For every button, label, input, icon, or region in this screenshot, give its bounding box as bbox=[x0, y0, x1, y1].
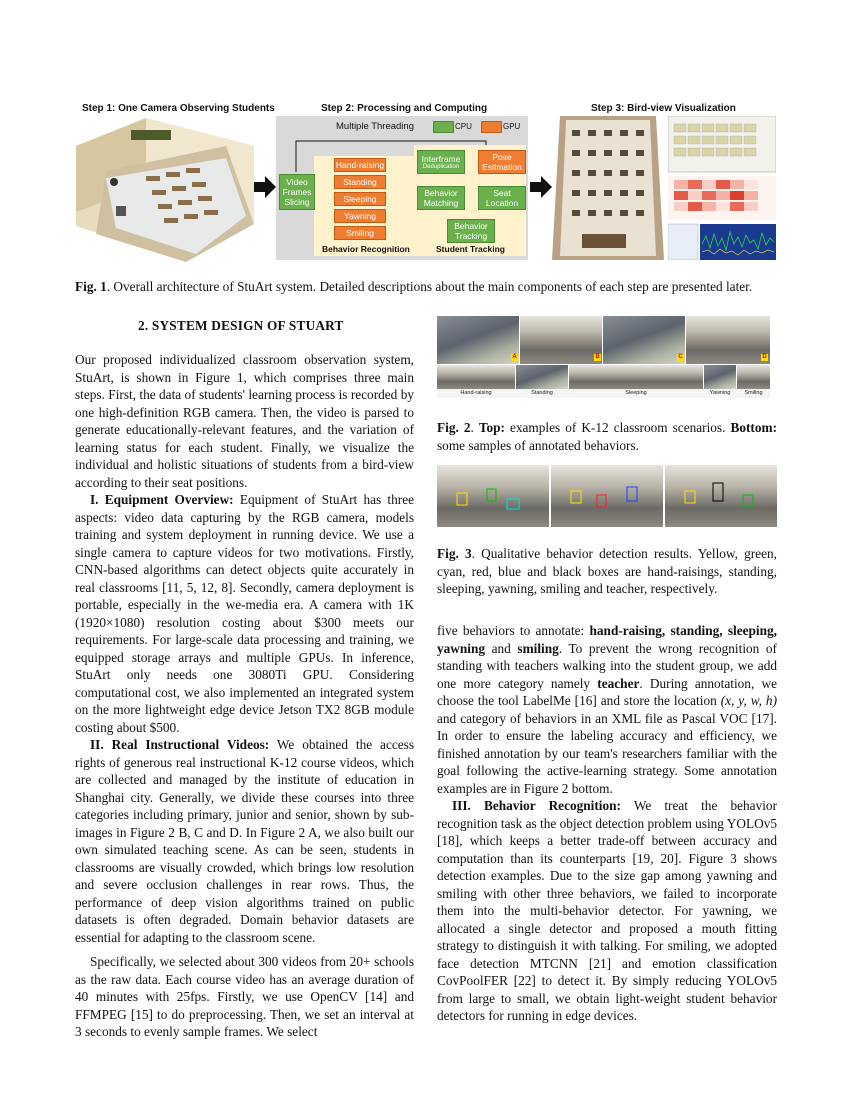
fig2-caption-text2: some samples of annotated behaviors. bbox=[437, 437, 639, 453]
videos-text: We obtained the access rights of generous real instructional K-12 course videos, which are collected and managed by the institute of education in Shanghai city. Generally, we divide these courses into three categories including primary, junior and senior, shown by sub-images in Figure 2 B, C and D. In Figure 2 A, we also built our own simulated teaching scene. As can be seen, students in classrooms are visually crowded, which brings low resolution and severe occlusion challenges in rear rows. Thus, the performance of deep vision algorithms trained on public datasets is often degraded. Domain behavior datasets are essential for adapting to the classroom scene. bbox=[75, 737, 414, 945]
classroom-photo-c bbox=[603, 316, 685, 364]
bird-view-classroom bbox=[552, 116, 664, 260]
equipment-text: Equipment of StuArt has three aspects: video data capturing by the RGB camera, models training and system deployment in running device. We use a single camera to capture videos for two motivations. Firstly, CNN-based algorithms can detect objects quite accurately in real classrooms [11, 5, 12, 8]. Secondly, camera deployment is portable, especially in the we-media era. A camera with 1K (1920×1080) resolution costing about $300 meets our requirements. For large-scale data processing and training, we equipped storage arrays and multiple GPUs. In inference, StuArt only needs one 3080Ti GPU. Considering computational cost, we also implemented an integrated system on the more lightweight edge device Jetson TX2 8GB module costing about $500. bbox=[75, 492, 414, 735]
behavior-box-yawning: Yawning bbox=[334, 209, 386, 223]
detection-boxes bbox=[437, 465, 777, 527]
videos-heading: II. Real Instructional Videos: bbox=[90, 737, 270, 752]
classroom-photo-d bbox=[686, 316, 770, 364]
behavior-box-standing: Standing bbox=[334, 175, 386, 189]
paragraph-behavior-recognition bbox=[437, 797, 777, 1025]
fig2-tag-d: D bbox=[762, 354, 767, 360]
fig2-caption-top: Top: bbox=[478, 420, 505, 435]
cpu-legend-label: CPU bbox=[455, 122, 472, 131]
behavior-matching-box: Behavior Matching bbox=[417, 186, 465, 210]
fig2-tag-b: B bbox=[595, 354, 600, 360]
label-standing: Standing bbox=[531, 390, 553, 396]
paragraph-annotation bbox=[437, 622, 777, 797]
fig2-caption-text1: examples of K-12 classroom scenarios. bbox=[504, 420, 731, 435]
annotation-sample-yawning bbox=[704, 365, 736, 389]
fig2-tag-a: A bbox=[512, 354, 517, 360]
annotation-sample-hand-raising bbox=[437, 365, 515, 389]
step3-title: Step 3: Bird-view Visualization bbox=[591, 103, 736, 114]
annotation-text-c: and bbox=[485, 640, 518, 656]
right-column bbox=[437, 622, 777, 1025]
fig3-caption-text: . Qualitative behavior detection results. Yellow, green, cyan, red, blue and black boxes are hand-raisings, standing, sleeping, yawning, smiling and teacher, respectively. bbox=[437, 546, 777, 596]
annotation-smiling-bold: smiling bbox=[517, 640, 559, 656]
annotation-math: (x, y, w, h) bbox=[720, 693, 777, 708]
fig2-caption: Fig. 2. Top: examples of K-12 classroom scenarios. Bottom: some samples of annotated behaviors. bbox=[437, 420, 777, 453]
annotation-sample-smiling bbox=[737, 365, 770, 389]
dashboard-visualization bbox=[668, 116, 776, 260]
behavior-recognition-label: Behavior Recognition bbox=[322, 244, 410, 254]
video-frames-box: Video Frames Slicing bbox=[279, 174, 315, 210]
label-smiling: Smiling bbox=[744, 390, 763, 396]
fig2-caption-bottom: Bottom: bbox=[730, 420, 777, 435]
label-sleeping: Sleeping bbox=[625, 390, 647, 396]
behavior-recognition-text: We treat the behavior recognition task as the object detection problem using YOLOv5 [18], which keeps a better trade-off between accuracy and computation than its counterparts [19, 20]. Figure 3 shows detection examples. Due to the size gap among yawning and smiling with other three behaviors, we failed to incorporate them into the multi-behavior detector. For yawning, we allocated a single detector and proposed a mouth fitting strategy to distinguish it with talking. For smiling, we adopted face detection MTCNN [21] and emotion classification CovPoolFER [22] to detect it. By simply reducing YOLOv5 from large to small, we obtain light-weight student behavior detectors for running in edge devices. bbox=[437, 798, 778, 1023]
paragraph-videos bbox=[75, 736, 414, 946]
interframe-box bbox=[417, 150, 465, 174]
behavior-box-smiling: Smiling bbox=[334, 226, 386, 240]
gpu-legend-label: GPU bbox=[503, 122, 521, 131]
multiple-threading-label: Multiple Threading bbox=[336, 121, 414, 132]
annotation-text-i: and category of behaviors in an XML file as Pascal VOC [17]. In order to ensure the labeling accuracy and efficiency, we finished annotation by our team's researchers familiar with the goal following the active-learning strategy. Some annotation examples are in Figure 2 bottom. bbox=[437, 710, 777, 796]
annotation-text-e: . To prevent the wrong recognition of standing with teachers walking into the student group, we add one more category namely bbox=[437, 640, 777, 691]
behavior-recognition-heading: III. Behavior Recognition: bbox=[452, 798, 621, 813]
classroom-illustration bbox=[76, 116, 254, 262]
interframe-label: Interframe bbox=[421, 153, 461, 164]
paragraph-specifically: Specifically, we selected about 300 videos from 20+ schools as the raw data. Each course video has an average duration of 40 minutes with 25fps. Firstly, we use OpenCV [14] and FFMPEG [15] to do preprocessing. Then, we set an interval at 3 seconds to evenly sample frames. We select bbox=[75, 954, 414, 1039]
paragraph-equipment bbox=[75, 491, 414, 736]
behavior-tracking-box: Behavior Tracking bbox=[447, 219, 495, 243]
camera-icon bbox=[110, 178, 118, 186]
fig2-tag-c: C bbox=[678, 354, 683, 360]
label-hand-raising: Hand-raising bbox=[460, 390, 492, 396]
annotation-behaviors-bold: hand-raising, standing, sleeping, yawning bbox=[437, 623, 777, 656]
fig2-caption-label: Fig. 2 bbox=[437, 420, 471, 435]
label-yawning: Yawning bbox=[709, 390, 731, 396]
fig3-caption bbox=[437, 545, 777, 598]
classroom-photo-b bbox=[520, 316, 602, 364]
annotation-sample-standing bbox=[516, 365, 568, 389]
fig1-caption bbox=[75, 278, 785, 296]
behavior-box-hand-raising: Hand-raising bbox=[335, 160, 385, 170]
step2-title: Step 2: Processing and Computing bbox=[321, 103, 488, 114]
equipment-heading: I. Equipment Overview: bbox=[90, 492, 234, 507]
student-tracking-label: Student Tracking bbox=[436, 244, 505, 254]
fig3-caption-label: Fig. 3 bbox=[437, 546, 472, 561]
left-column bbox=[75, 351, 414, 1041]
annotation-text-a: five behaviors to annotate: bbox=[437, 623, 590, 638]
deduplication-label: Deduplication bbox=[422, 163, 460, 170]
pose-estimation-box: Pose Estimation bbox=[478, 150, 526, 174]
paragraph-intro: Our proposed individualized classroom observation system, StuArt, is shown in Figure 1, which comprises three main steps. First, the data of students' learning process is recorded by one high-definition RGB camera. Then, the video is parsed to generate educationally-relevant features, and the variation of learning status for each student. Finally, we visualize the individual and holistic situations of students from a bird-view according to their seat positions. bbox=[75, 352, 414, 490]
classroom-photo-a bbox=[437, 316, 519, 364]
seat-location-box: Seat Location bbox=[478, 186, 526, 210]
annotation-text-g: . During annotation, we choose the tool LabelMe [16] and store the location bbox=[437, 675, 777, 708]
arrow-right-icon bbox=[254, 176, 276, 198]
section-title: 2. SYSTEM DESIGN OF STUART bbox=[138, 318, 344, 333]
annotation-teacher-bold: teacher bbox=[597, 675, 640, 691]
arrow-right-icon bbox=[530, 176, 552, 198]
fig1-caption-label: Fig. 1 bbox=[75, 279, 107, 294]
behavior-box-sleeping: Sleeping bbox=[334, 192, 386, 206]
fig1-caption-text: . Overall architecture of StuArt system. Detailed descriptions about the main components of each step are presented later. bbox=[106, 279, 753, 294]
annotation-sample-sleeping bbox=[569, 365, 703, 389]
step1-title: Step 1: One Camera Observing Students bbox=[82, 103, 275, 114]
